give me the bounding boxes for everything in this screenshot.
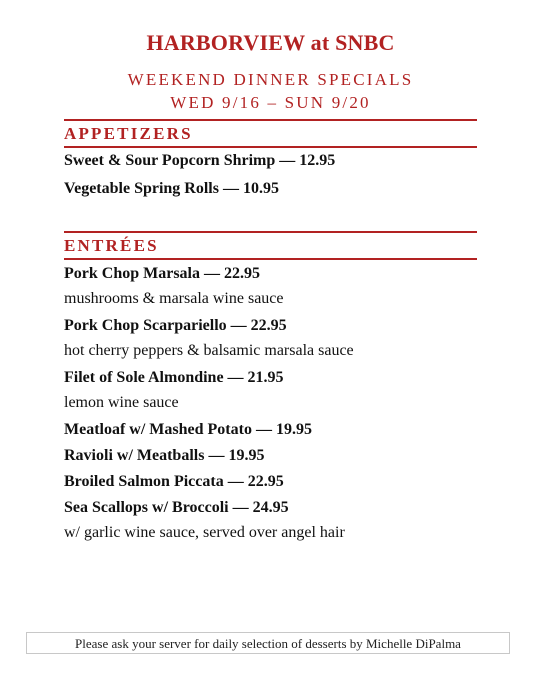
menu-item-appetizer: Sweet & Sour Popcorn Shrimp — 12.95 [64, 152, 336, 169]
divider-under-entrees [64, 258, 477, 260]
menu-item-description: lemon wine sauce [64, 394, 179, 411]
menu-subtitle-specials: WEEKEND DINNER SPECIALS [127, 70, 414, 89]
menu-item-entree: Pork Chop Marsala — 22.95 [64, 265, 260, 282]
menu-item-description: w/ garlic wine sauce, served over angel hair [64, 524, 345, 541]
section-heading-appetizers: APPETIZERS [64, 124, 193, 143]
menu-item-entree: Sea Scallops w/ Broccoli — 24.95 [64, 499, 289, 516]
divider-entrees-top [64, 231, 477, 233]
menu-item-entree: Ravioli w/ Meatballs — 19.95 [64, 447, 265, 464]
menu-item-description: hot cherry peppers & balsamic marsala sauce [64, 342, 354, 359]
menu-item-entree: Filet of Sole Almondine — 21.95 [64, 369, 284, 386]
menu-subtitle-dates: WED 9/16 – SUN 9/20 [170, 93, 371, 112]
menu-item-entree: Broiled Salmon Piccata — 22.95 [64, 473, 284, 490]
menu-item-description: mushrooms & marsala wine sauce [64, 290, 284, 307]
menu-item-entree: Pork Chop Scarpariello — 22.95 [64, 317, 287, 334]
menu-title: HARBORVIEW at SNBC [146, 30, 395, 55]
divider-under-appetizers [64, 146, 477, 148]
divider-top [64, 119, 477, 121]
section-heading-entrees: ENTRÉES [64, 236, 159, 255]
dessert-note: Please ask your server for daily selection of desserts by Michelle DiPalma [26, 632, 510, 654]
menu-item-appetizer: Vegetable Spring Rolls — 10.95 [64, 180, 279, 197]
menu-item-entree: Meatloaf w/ Mashed Potato — 19.95 [64, 421, 312, 438]
